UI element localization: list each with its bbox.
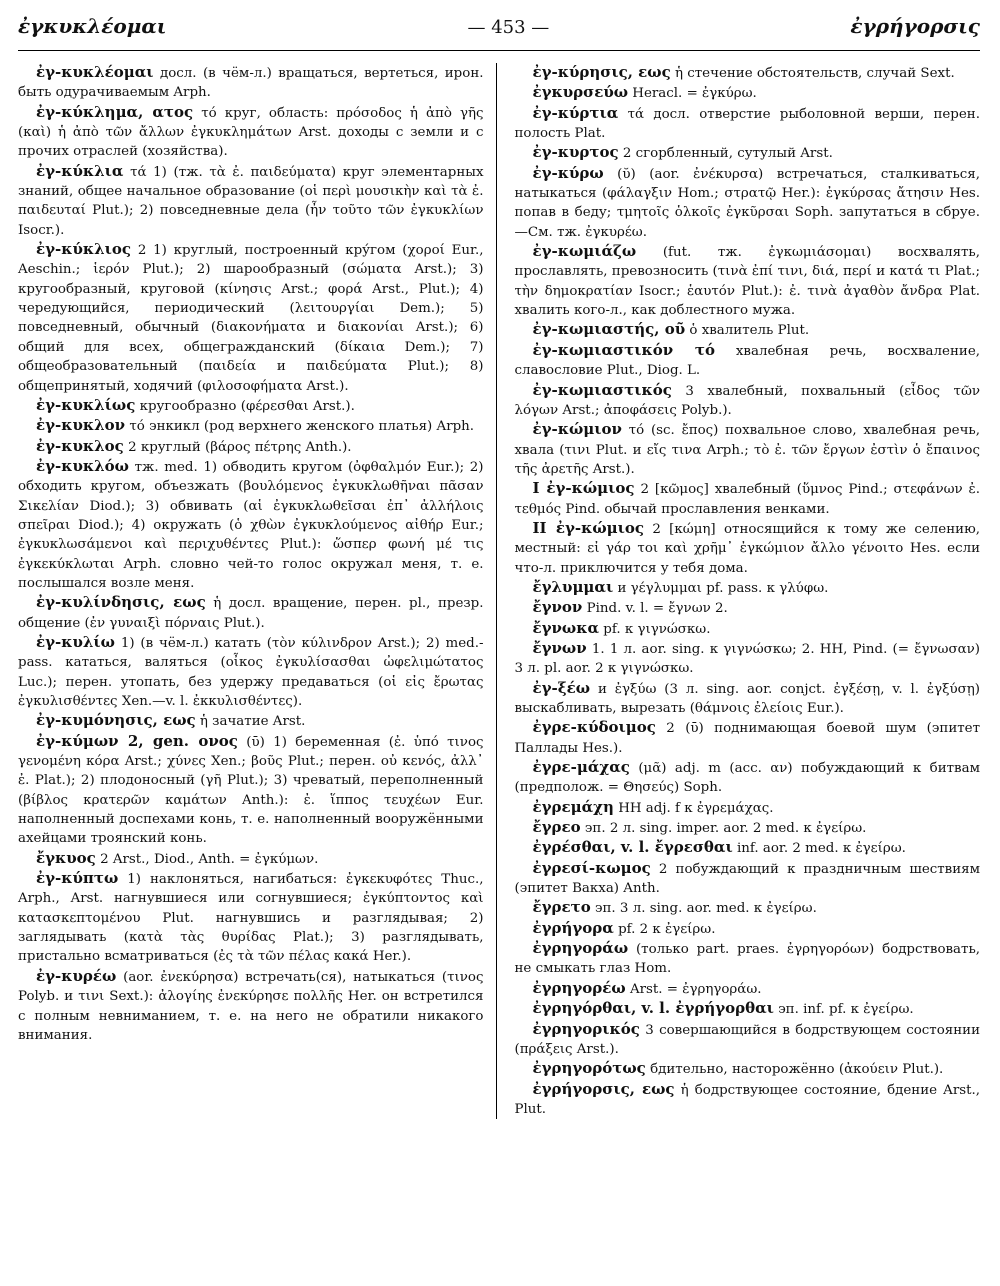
definition: ἡ зачатие Arst. — [199, 714, 306, 730]
definition: 3 хвалебный, похвальный (εἶδος τῶν λόγων Arst.; ἀποφάσεις Polyb.). — [514, 383, 980, 418]
definition: (aor. ἐνεκύρησα) встречать(ся), натыкаться (τινος Polyb. и τινι Sext.): ἀλογίης ἐνεκύρησε πολλῆς Her. он встретился с полным невниманием, т. е. на него не обратили никакого внимания. — [18, 969, 484, 1043]
definition: (только part. praes. ἐγρηγορόων) бодрствовать, не смыкать глаз Hom. — [514, 942, 980, 977]
page-number: — 453 — — [467, 17, 550, 38]
page-header — [18, 14, 980, 51]
headword: ἐγρε-μάχας — [532, 758, 630, 777]
dictionary-entry — [515, 341, 981, 381]
dictionary-entry — [515, 104, 981, 144]
headword: ἐγ-κωμιαστικόν τό — [532, 340, 716, 359]
definition: и ἐγξύω (3 л. sing. aor. conjct. ἐγξέσῃ, v. l. ἐγξύσῃ) выскабливать, вырезать (θάμνοις ἐλείοις Eur.). — [514, 681, 980, 716]
dictionary-entry — [515, 83, 981, 103]
header-first-word: ἐγκυκλέομαι — [18, 14, 167, 38]
dictionary-entry — [18, 869, 484, 967]
columns — [18, 63, 980, 1119]
dictionary-entry — [515, 164, 981, 242]
dictionary-entry — [18, 967, 484, 1045]
definition: Heracl. = ἐγκύρω. — [632, 86, 757, 102]
definition: кругообразно (φέρεσθαι Arst.). — [139, 398, 355, 414]
dictionary-entry — [515, 479, 981, 519]
headword: ἐγρηγορικός — [532, 1019, 640, 1038]
headword: ἔγρετο — [532, 898, 591, 917]
dictionary-entry — [515, 919, 981, 939]
definition: 2 [κῶμος] хвалебный (ὕμνος Pind.; στεφάνων ἐ. τεθμός Pind. обычай прославления венками. — [514, 482, 980, 517]
headword: ἐγ-κύπτω — [36, 869, 119, 888]
dictionary-entry — [515, 619, 981, 639]
dictionary-entry — [515, 1059, 981, 1079]
definition: 2 (ῡ) поднимающая боевой шум (эпитет Паллады Hes.). — [514, 721, 980, 756]
dictionary-entry — [515, 242, 981, 320]
headword: ἐγ-κώμιον — [532, 420, 622, 439]
dictionary-entry — [515, 898, 981, 918]
definition: 2 Arst., Diod., Anth. = ἐγκύμων. — [100, 851, 319, 867]
definition: досл. (в чём-л.) вращаться, вертеться, ирон. быть одурачиваемым Arph. — [18, 66, 484, 101]
definition: 1) наклоняться, нагибаться: ἐγκεκυφότες Thuc., Arph., Arst. нагнувшиеся или согнувшиеся; ἐγκύπτοντος καὶ κατασκεπτομένου Plut. нагнувшись и разглядывая; 2) заглядывать (κατὰ τὰς θυρίδας Plat.); 3) разглядывать, пристально всматриваться (ἐς τὰ τῶν πέλας κακά Her.). — [18, 872, 484, 965]
dictionary-entry — [18, 416, 484, 436]
definition: 2 побуждающий к праздничным шествиям (эпитет Вакха) Anth. — [514, 861, 980, 897]
definition: эп. 3 л. sing. aor. med. к ἐγείρω. — [594, 901, 817, 917]
definition: 2 круглый (βάρος πέτρης Anth.). — [128, 439, 352, 455]
definition: хвалебная речь, восхваление, славословие Plut., Diog. L. — [514, 343, 981, 379]
headword: ἐγρήγορσις, εως — [532, 1079, 675, 1098]
definition: pf. к γιγνώσκω. — [603, 621, 711, 637]
definition: Pind. v. l. = ἔγνων 2. — [586, 601, 728, 617]
definition: 1. 1 л. aor. sing. к γιγνώσκω; 2. HH, Pind. (= ἔγνωσαν) 3 л. pl. aor. 2 к γιγνώσκω. — [514, 641, 981, 677]
headword: ἔγνον — [532, 598, 583, 617]
dictionary-entry — [515, 420, 981, 479]
definition: HH adj. f к ἐγρεμάχας. — [618, 800, 774, 816]
headword: ἐγ-κωμιαστής, οῦ — [532, 320, 686, 339]
headword: ἐγ-κυλίω — [36, 632, 115, 651]
headword: ἐγ-κυρτος — [532, 143, 619, 162]
headword: I ἐγ-κώμιος — [532, 479, 635, 498]
headword: ἔγλυμμαι — [532, 577, 614, 596]
dictionary-entry — [515, 818, 981, 838]
headword: ἐγ-κύκλημα, ατος — [36, 102, 194, 121]
headword: ἐγρηγόρθαι, v. l. ἐγρήγορθαι — [532, 999, 774, 1018]
dictionary-entry — [515, 939, 981, 979]
dictionary-entry — [18, 63, 484, 103]
definition: 2 1) круглый, построенный кру́гом (χοροί Eur., Aeschin.; ἱερόν Plut.); 2) шарообразный (σώματα Arst.); 3) кругообразный, круговой (κίνησις Arst.; φορά Arst., Plut.); 4) чередующийся, периодический (λειτουργίαι Dem.); 5) повседневный, обычный (διακονήματα и διακονίαι Arst.); 6) общий для всех, общегражданский (δίκαια Dem.); 7) общеобразовательный (παιδεία и παιδεύματα Plut.); 8) общепринятый, ходячий (φιλοσοφήματα Arst.). — [18, 243, 484, 394]
dictionary-entry — [18, 711, 484, 731]
headword: ἐγρε-κύδοιμος — [532, 718, 656, 737]
dictionary-entry — [515, 1020, 981, 1060]
definition: τό энкикл (род верхнего женского платья) Arph. — [129, 419, 475, 435]
headword: ἐγ-κυκλόω — [36, 456, 129, 475]
headword: ἐγρεμάχη — [532, 797, 614, 816]
dictionary-entry — [515, 320, 981, 340]
dictionary-entry — [18, 437, 484, 457]
headword: ἐγ-κωμιαστικός — [532, 380, 672, 399]
definition: τά досл. отверстие рыболовной верши, перен. полость Plat. — [514, 106, 980, 142]
definition: эп. inf. pf. к ἐγείρω. — [778, 1002, 914, 1018]
headword: ἐγρεσί-κωμος — [532, 858, 651, 877]
dictionary-entry — [18, 240, 484, 396]
dictionary-entry — [515, 639, 981, 679]
dictionary-entry — [515, 999, 981, 1019]
headword: ἐγ-κύρω — [532, 163, 604, 182]
definition: Arst. = ἐγρηγοράω. — [629, 981, 762, 997]
definition: τό (sc. ἔπος) похвальное слово, хвалебная речь, хвала (τινι Plut. и εἴς τινα Arph.; τὸ ἐ. τῶν ἔργων ἐστὶν ὁ ἔπαινος τῆς ἀρετῆς Arst.). — [514, 423, 980, 477]
dictionary-entry — [515, 979, 981, 999]
dictionary-entry — [18, 103, 484, 162]
definition: 1) (в чём-л.) катать (τὸν κύλινδρον Arst.); 2) med.-pass. кататься, валяться (οἶκος ἐγκυλίσασθαι ὠφελιμώτατος Luc.); перен. утопать, без удержу предаваться (οἱ εἰς ἔρωτας ἐγκυλισθέντες Xen.—v. l. ἐκκυλισθέντες). — [18, 635, 484, 709]
dictionary-entry — [18, 396, 484, 416]
dictionary-entry — [18, 457, 484, 593]
definition: бдительно, насторожённо (ἀκούειν Plut.). — [650, 1062, 944, 1078]
dictionary-entry — [515, 598, 981, 618]
dictionary-entry — [515, 859, 981, 899]
definition: (μᾶ) adj. m (acc. αν) побуждающий к битвам (предполож. = Θησεύς) Soph. — [514, 761, 980, 796]
dictionary-entry — [515, 718, 981, 758]
definition: ἡ стечение обстоятельств, случай Sext. — [674, 66, 955, 81]
definition: эп. 2 л. sing. imper. aor. 2 med. к ἐγείρω. — [584, 821, 867, 837]
headword: ἔγκυος — [36, 848, 96, 867]
right-column — [515, 63, 981, 1119]
dictionary-entry — [18, 732, 484, 849]
headword: ἐγ-κυμόνησις, εως — [36, 711, 196, 730]
definition: 2 сгорбленный, сутулый Arst. — [622, 146, 833, 162]
headword: ἐγρέσθαι, v. l. ἔγρεσθαι — [532, 838, 733, 857]
dictionary-entry — [515, 758, 981, 798]
headword: ἐγ-κυκλίως — [36, 395, 136, 414]
headword: ἐγ-κύκλιος — [36, 240, 132, 259]
dictionary-entry — [515, 679, 981, 719]
headword: ἐγρηγοράω — [532, 939, 629, 958]
dictionary-entry — [515, 63, 981, 83]
headword: ἐγ-κωμιάζω — [532, 242, 637, 261]
headword: ἐγρήγορα — [532, 918, 614, 937]
dictionary-entry — [18, 633, 484, 711]
dictionary-entry — [515, 381, 981, 421]
headword: ἔγρεο — [532, 818, 581, 837]
headword: ἐγκυρσεύω — [532, 83, 629, 102]
definition: 2 [κώμη] относящийся к тому же селению, местный: εἰ γάρ τοι καὶ χρῆμ᾽ ἐγκώμιον ἄλλο γένοιτο Hes. если что-л. приключится у тебя дома. — [514, 521, 980, 576]
definition: τά 1) (тж. τὰ ἐ. παιδεύματα) круг элементарных знаний, общее начальное образование (οἱ περὶ μουσικὴν καὶ τὰ ἐ. παιδευταί Plut.); 2) повседневные дела (ἦν τοῦτο τῶν ἐγκυκλίων Isocr.). — [18, 164, 484, 238]
dictionary-entry — [515, 838, 981, 858]
headword: ἐγ-κύρτια — [532, 103, 619, 122]
definition: ἡ бодрствующее состояние, бдение Arst., Plut. — [514, 1082, 980, 1117]
headword: ἐγρηγορέω — [532, 978, 626, 997]
dictionary-entry — [18, 593, 484, 633]
dictionary-entry — [515, 798, 981, 818]
headword: ἐγ-κυκλον — [36, 416, 126, 435]
definition: и γέγλυμμαι pf. pass. к γλύφω. — [617, 580, 829, 596]
definition: (ῡ) 1) беременная (ἐ. ὑπό τινος γενομένη κόρα Arst.; χύνες Xen.; βοῦς Plut.; перен. οὐ κενός, ἀλλ᾽ ἐ. Plat.); 2) плодоносный (γῆ Plut.); 3) чреватый, переполненный (βίβλος κρατερῶν καμάτων Anth.): ἐ. ἵππος τευχέων Eur. наполненный доспехами конь, т. е. наполненный вооружёнными ахейцами троянский конь. — [18, 734, 484, 847]
headword: ἐγ-κύκλια — [36, 161, 124, 180]
definition: ἡ досл. вращение, перен. pl., презр. общение (ἐν γυναιξὶ πόρναις Plut.). — [18, 596, 484, 631]
headword: ἔγνωκα — [532, 618, 599, 637]
dictionary-entry — [515, 143, 981, 163]
dictionary-entry — [18, 849, 484, 869]
definition: τό круг, область: πρόσοδος ἡ ἀπὸ γῆς (καὶ) ἡ ἀπὸ τῶν ἄλλων ἐγκυκλημάτων Arst. доходы с земли и с прочих отраслей (хозяйства). — [18, 105, 484, 160]
headword: ἐγ-ξέω — [532, 678, 591, 697]
dictionary-entry — [18, 162, 484, 240]
definition: inf. aor. 2 med. к ἐγείρω. — [736, 841, 906, 857]
dictionary-entry — [515, 1080, 981, 1120]
headword: II ἐγ-κώμιος — [532, 518, 644, 537]
definition: 3 совершающийся в бодрствующем состоянии (πράξεις Arst.). — [514, 1022, 980, 1057]
headword: ἐγ-κυκλος — [36, 436, 124, 455]
definition: (ῠ) (aor. ἐνέκυρσα) встречаться, сталкиваться, натыкаться (φάλαγξιν Hom.; στρατῷ Her.): ἐγκύρσας ἄτησιν Hes. попав в беду; τμητοῖς ὁλκοῖς ἐγκῦρσαι Soph. запутаться в сбруе.—См. тж. ἐγκυρέω. — [514, 166, 980, 240]
definition: (fut. тж. ἐγκωμιάσομαι) восхвалять, прославлять, превозносить (τινὰ ἐπί τινι, διά, περί и κατά τι Plat.; τὴν δημοκρατίαν Isocr.; ἑαυτόν Plut.): ἐ. τινὰ ἀγαθὸν ἄνδρα Plat. хвалить кого-л., как доблестного мужа. — [514, 245, 980, 319]
definition: ὁ хвалитель Plut. — [689, 323, 810, 339]
headword: ἐγ-κύμων 2, gen. ονος — [36, 731, 238, 750]
headword: ἐγ-κυλίνδησις, εως — [36, 593, 206, 612]
definition: тж. med. 1) обводить кругом (ὀφθαλμόν Eur.); 2) обходить кругом, объезжать (βουλόμενος ἐγκυκλωθῆναι πᾶσαν Σικελίαν Diod.); 3) обвивать (αἱ ἐγκυκλωθεῖσαι ἐπ᾽ ἀλλήλοις σπεῖραι Diod.); 4) окружать (ὁ χθὼν ἐγκυκλούμενος αἰθήρ Eur.; ἐγκυκλωσάμενοι καὶ περιχυθέντες Plut.): ὥσπερ φωνή μέ τις ἐγκεκύκλωται Arph. словно чей-то голос окружал меня, т. е. послышался возле меня. — [18, 459, 484, 591]
definition: pf. 2 к ἐγείρω. — [618, 921, 716, 937]
dictionary-entry — [515, 578, 981, 598]
header-last-word: ἐγρήγορσις — [850, 14, 980, 38]
headword: ἐγ-κυκλέομαι — [36, 63, 154, 81]
left-column — [18, 63, 497, 1119]
headword: ἔγνων — [532, 638, 587, 657]
headword: ἐγ-κυρέω — [36, 966, 117, 985]
headword: ἐγ-κύρησις, εως — [532, 63, 671, 81]
headword: ἐγρηγορότως — [532, 1059, 646, 1078]
dictionary-entry — [515, 519, 981, 578]
